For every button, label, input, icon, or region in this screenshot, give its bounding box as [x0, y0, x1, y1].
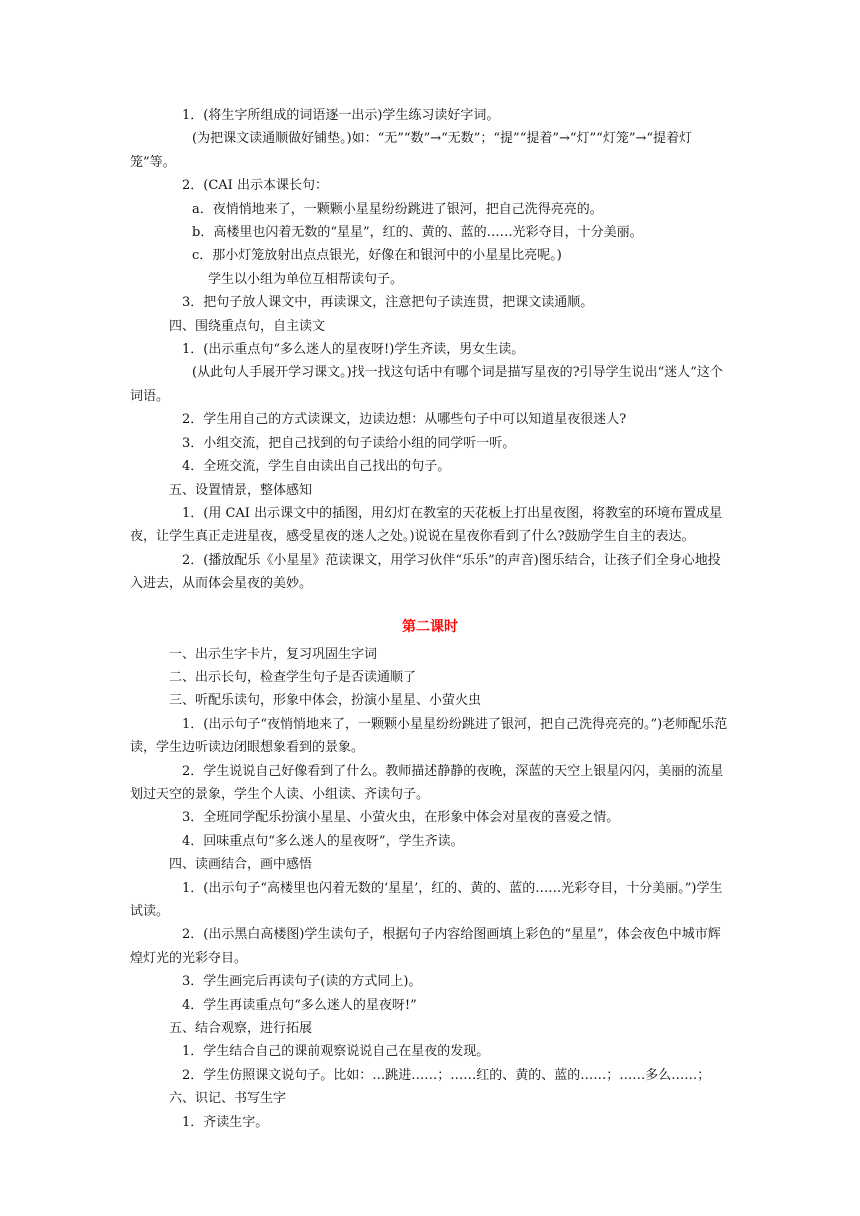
paragraph: 2．学生用自己的方式读课文，边读边想：从哪些句子中可以知道星夜很迷人? — [182, 412, 627, 428]
section-title: 第二课时 — [402, 618, 458, 635]
paragraph: 4．回味重点句“多么迷人的星夜呀”，学生齐读。 — [182, 833, 464, 849]
paragraph: 1．(用 CAI 出示课文中的插图，用幻灯在教室的天花板上打出星夜图，将教室的环境布置成星夜，让学生真正走进星夜，感受星夜的迷人之处。)说说在星夜你看到了什么?鼓励学生自主的表达。 — [130, 505, 723, 545]
lesson2-section — [130, 643, 730, 1135]
paragraph: 1．(将生字所组成的词语逐一出示)学生练习读好字词。 — [182, 108, 500, 123]
paragraph: 2．学生仿照课文说句子。比如：…跳进……；……红的、黄的、蓝的……；……多么……； — [182, 1067, 711, 1083]
paragraph: 一、出示生字卡片，复习巩固生字词 — [169, 646, 378, 662]
paragraph: a．夜悄悄地来了，一颗颗小星星纷纷跳进了银河，把自己洗得亮亮的。 — [192, 201, 603, 217]
paragraph: (从此句人手展开学习课文。)找一找这句话中有哪个词是描写星夜的?引导学生说出“迷人”这个词语。 — [130, 365, 723, 404]
paragraph: 学生以小组为单位互相帮读句子。 — [208, 271, 404, 287]
paragraph: 4．全班交流，学生自由读出自己找出的句子。 — [182, 459, 451, 475]
paragraph: 1．(出示重点句“多么迷人的星夜呀!)学生齐读，男女生读。 — [182, 342, 525, 358]
paragraph: 3．学生画完后再读句子(读的方式同上)。 — [182, 974, 422, 990]
paragraph: 1．学生结合自己的课前观察说说自己在星夜的发现。 — [182, 1044, 490, 1060]
paragraph: 3．全班同学配乐扮演小星星、小萤火虫，在形象中体会对星夜的喜爱之情。 — [182, 810, 620, 826]
paragraph: 2．学生说说自己好像看到了什么。教师描述静静的夜晚，深蓝的天空上银星闪闪，美丽的流星划过天空的景象，学生个人读、小组读、齐读句子。 — [130, 763, 724, 802]
paragraph: 四、读画结合，画中感悟 — [169, 857, 313, 873]
paragraph: b．高楼里也闪着无数的“星星”，红的、黄的、蓝的……光彩夺目，十分美丽。 — [192, 225, 643, 241]
paragraph: 1．(出示句子“夜悄悄地来了，一颗颗小星星纷纷跳进了银河，把自己洗得亮亮的。”)老师配乐范读，学生边听读边闭眼想象看到的景象。 — [130, 716, 728, 756]
paragraph: 四、围绕重点句，自主读文 — [169, 318, 326, 334]
paragraph: (为把课文读通顺做好铺垫。)如：“无”“数”→“无数”；“提”“提着”→“灯”“灯笼”→“提着灯笼”等。 — [130, 131, 693, 170]
paragraph: 1．齐读生字。 — [182, 1114, 269, 1130]
paragraph: 1．(出示句子“高楼里也闪着无数的‘星星’，红的、黄的、蓝的……光彩夺目，十分美丽。”)学生试读。 — [130, 880, 723, 919]
paragraph: 3．小组交流，把自己找到的句子读给小组的同学听一听。 — [182, 435, 516, 451]
paragraph: 六、识记、书写生字 — [169, 1091, 287, 1107]
paragraph: 3．把句子放人课文中，再读课文，注意把句子读连贯，把课文读通顺。 — [182, 295, 594, 311]
paragraph: c．那小灯笼放射出点点银光，好像在和银河中的小星星比亮呢。) — [192, 248, 562, 264]
paragraph: 2．(出示黑白高楼图)学生读句子，根据句子内容给图画填上彩色的“星星”，体会夜色中城市辉煌灯光的光彩夺目。 — [130, 927, 721, 966]
paragraph: 三、听配乐读句，形象中体会，扮演小星星、小萤火虫 — [169, 693, 482, 709]
paragraph: 五、设置情景，整体感知 — [169, 482, 313, 498]
lesson1-section — [130, 104, 730, 596]
paragraph: 2．(CAI 出示本课长句： — [182, 178, 328, 194]
paragraph: 二、出示长句，检查学生句子是否读通顺了 — [169, 669, 417, 685]
paragraph: 2．(播放配乐《小星星》范读课文，用学习伙伴“乐乐”的声音)图乐结合，让孩子们全身心地投入进去，从而体会星夜的美妙。 — [130, 552, 721, 592]
document-body — [130, 104, 730, 1134]
paragraph: 4．学生再读重点句“多么迷人的星夜呀!” — [182, 997, 417, 1013]
paragraph: 五、结合观察，进行拓展 — [169, 1021, 313, 1037]
